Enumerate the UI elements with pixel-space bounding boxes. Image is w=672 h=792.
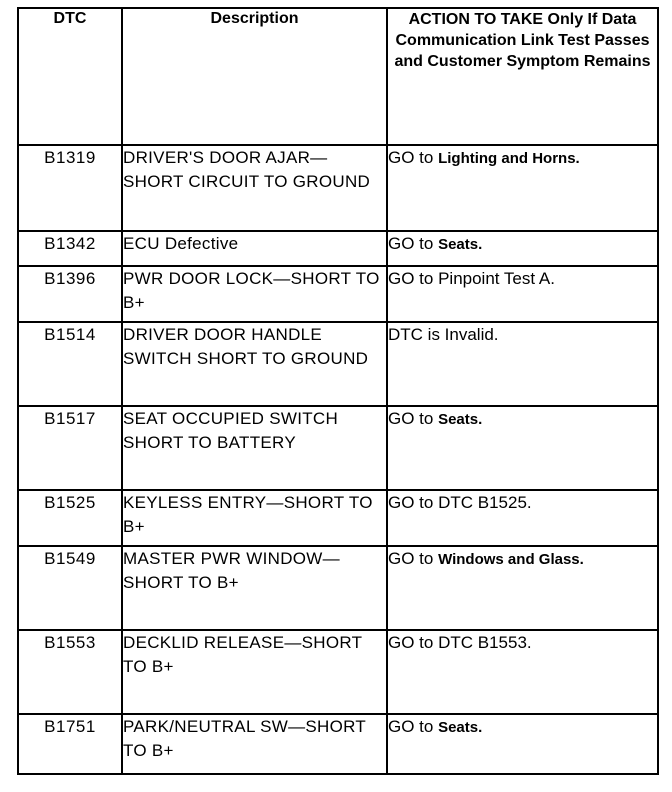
table-row bbox=[18, 266, 658, 322]
action-reference: Lighting and Horns. bbox=[438, 150, 580, 167]
header-dtc: DTC bbox=[18, 8, 122, 145]
table-row bbox=[18, 145, 658, 231]
table-row bbox=[18, 231, 658, 266]
action-reference: DTC B1525. bbox=[438, 493, 532, 512]
dtc-action bbox=[387, 490, 658, 546]
action-text: GO to bbox=[388, 633, 439, 652]
dtc-code: B1342 bbox=[18, 231, 122, 266]
action-reference: Windows and Glass. bbox=[438, 551, 584, 568]
dtc-description: KEYLESS ENTRY—SHORT TO B+ bbox=[122, 490, 387, 546]
dtc-code: B1514 bbox=[18, 322, 122, 406]
table-row bbox=[18, 322, 658, 406]
dtc-action bbox=[387, 322, 658, 406]
action-text: GO to bbox=[388, 409, 439, 428]
table-row bbox=[18, 546, 658, 630]
table-row bbox=[18, 406, 658, 490]
action-reference: DTC B1553. bbox=[438, 633, 532, 652]
action-reference: Pinpoint Test A. bbox=[438, 269, 555, 288]
dtc-code: B1525 bbox=[18, 490, 122, 546]
dtc-description: DRIVER DOOR HANDLE SWITCH SHORT TO GROUND bbox=[122, 322, 387, 406]
action-reference: Seats. bbox=[438, 411, 483, 428]
dtc-code: B1396 bbox=[18, 266, 122, 322]
table-body bbox=[18, 145, 658, 774]
dtc-code: B1751 bbox=[18, 714, 122, 774]
dtc-action bbox=[387, 406, 658, 490]
action-reference: Seats. bbox=[438, 236, 483, 253]
action-text: GO to bbox=[388, 549, 439, 568]
dtc-description: SEAT OCCUPIED SWITCH SHORT TO BATTERY bbox=[122, 406, 387, 490]
action-text: GO to bbox=[388, 234, 439, 253]
dtc-code: B1553 bbox=[18, 630, 122, 714]
action-text: GO to bbox=[388, 269, 439, 288]
action-text: DTC is Invalid. bbox=[388, 325, 499, 344]
dtc-description: PWR DOOR LOCK—SHORT TO B+ bbox=[122, 266, 387, 322]
table-row bbox=[18, 490, 658, 546]
dtc-description: DRIVER'S DOOR AJAR—SHORT CIRCUIT TO GROUND bbox=[122, 145, 387, 231]
action-text: GO to bbox=[388, 717, 439, 736]
table-row bbox=[18, 714, 658, 774]
header-description: Description bbox=[122, 8, 387, 145]
dtc-action bbox=[387, 546, 658, 630]
action-text: GO to bbox=[388, 493, 439, 512]
dtc-description: PARK/NEUTRAL SW—SHORT TO B+ bbox=[122, 714, 387, 774]
action-text: GO to bbox=[388, 148, 439, 167]
action-reference: Seats. bbox=[438, 719, 483, 736]
dtc-action bbox=[387, 266, 658, 322]
header-row bbox=[18, 8, 658, 145]
dtc-description: MASTER PWR WINDOW—SHORT TO B+ bbox=[122, 546, 387, 630]
dtc-code: B1549 bbox=[18, 546, 122, 630]
dtc-code: B1319 bbox=[18, 145, 122, 231]
dtc-action bbox=[387, 145, 658, 231]
dtc-action bbox=[387, 714, 658, 774]
dtc-description: ECU Defective bbox=[122, 231, 387, 266]
dtc-action bbox=[387, 231, 658, 266]
dtc-code: B1517 bbox=[18, 406, 122, 490]
table-row bbox=[18, 630, 658, 714]
header-action: ACTION TO TAKE Only If Data Communication Link Test Passes and Customer Symptom Remains bbox=[387, 8, 658, 145]
dtc-description: DECKLID RELEASE—SHORT TO B+ bbox=[122, 630, 387, 714]
dtc-table bbox=[17, 7, 659, 775]
dtc-action bbox=[387, 630, 658, 714]
